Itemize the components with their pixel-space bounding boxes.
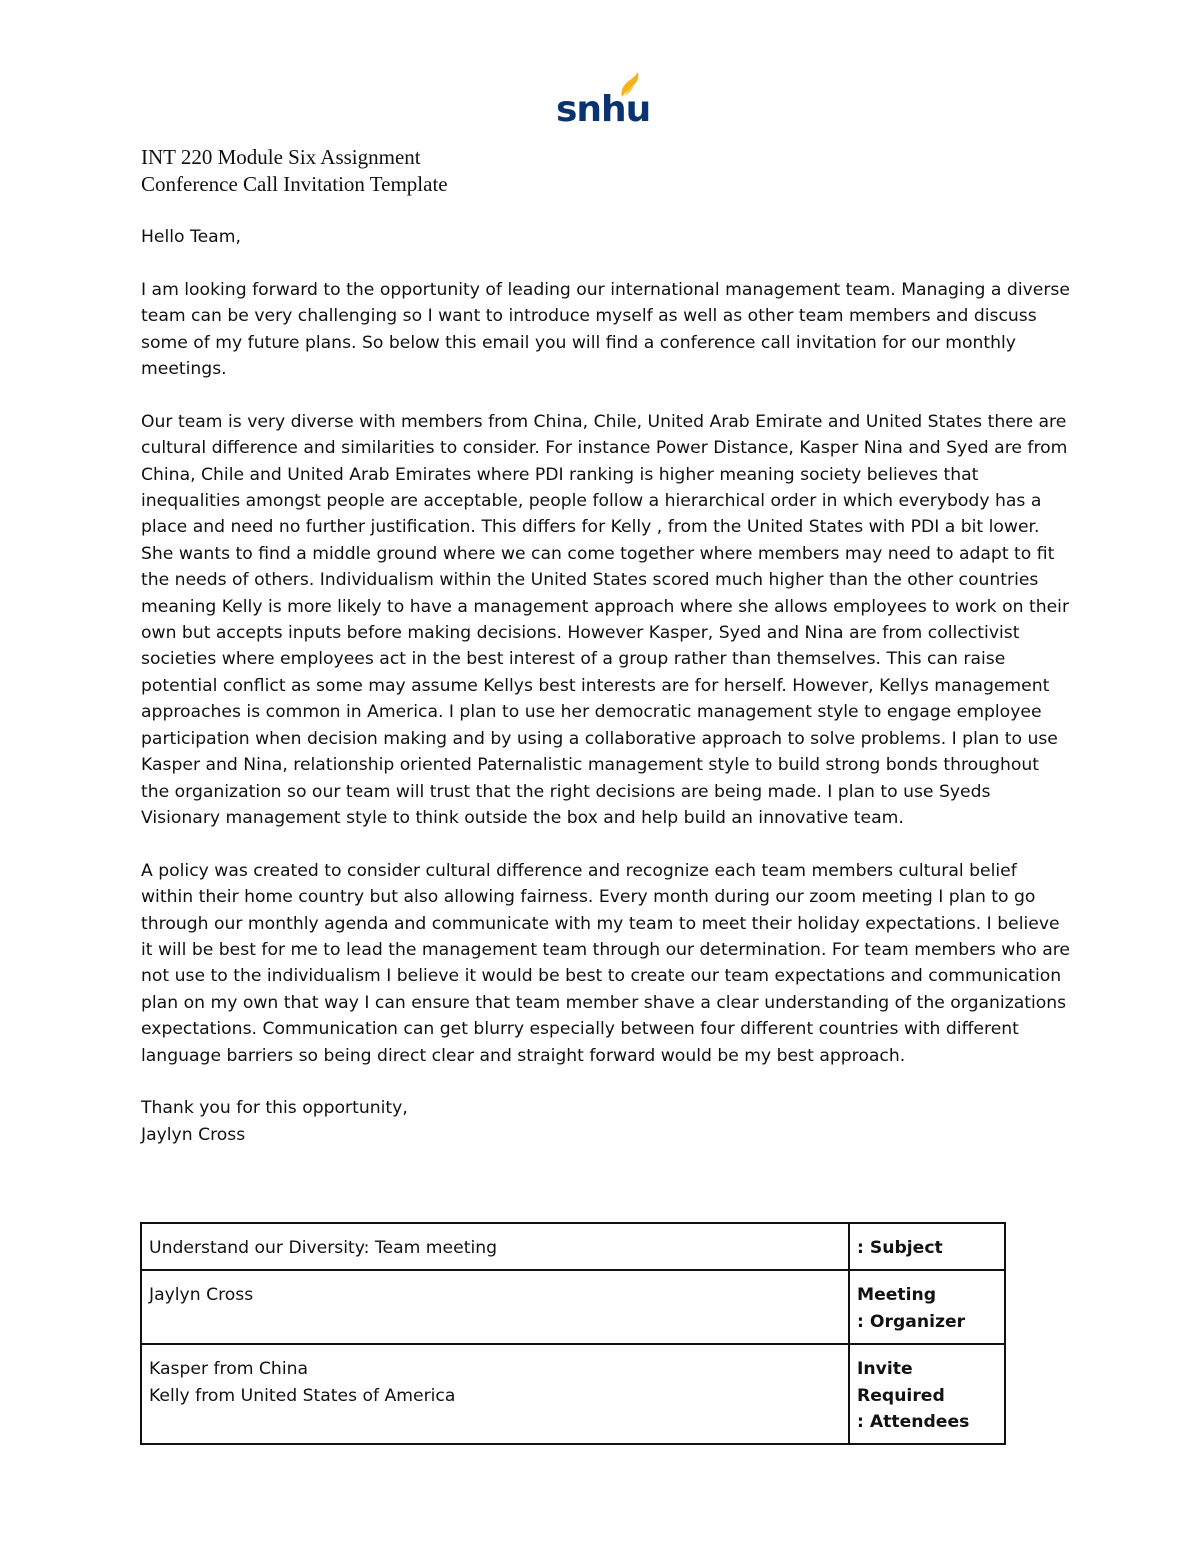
course-title: INT 220 Module Six Assignment (141, 145, 421, 169)
diversity-paragraph: Our team is very diverse with members from China, Chile, United Arab Emirate and United States there are cultural difference and similarities to consider. For instance Power Distance, Kasper Nina and Syed are from China, Chile and United Arab Emirates where PDI ranking is higher meaning society believes that inequalities amongst people are acceptable, people follow a hierarchical order in which everybody has a place and need no further justification. This differs for Kelly , from the United States with PDI a bit lower. She wants to find a middle ground where we can come together where members may need to adapt to fit the needs of others. Individualism within the United States scored much higher than the other countries meaning Kelly is more likely to have a management approach where she allows employees to work on their own but accepts inputs before making decisions. However Kasper, Syed and Nina are from collectivist societies where employees act in the best interest of a group rather than themselves. This can raise potential conflict as some may assume Kellys best interests are for herself. However, Kellys management approaches is common in America. I plan to use her democratic management style to engage employee participation when decision making and by using a collaborative approach to solve problems. I plan to use Kasper and Nina, relationship oriented Paternalistic management style to build strong bonds throughout the organization so our team will trust that the right decisions are being made. I plan to use Syeds Visionary management style to think outside the box and help build an innovative team. (141, 411, 1070, 828)
closing-line: Thank you for this opportunity, (141, 1098, 408, 1119)
document-header (141, 144, 448, 198)
organizer-value-cell (141, 1270, 849, 1344)
document-title: Conference Call Invitation Template (141, 172, 448, 196)
snhu-logo (556, 72, 651, 134)
table-row (141, 1270, 1005, 1344)
subject-value: Understand our Diversity: Team meeting (149, 1238, 498, 1258)
policy-paragraph: A policy was created to consider cultural difference and recognize each team members cultural belief within their home country but also allowing fairness. Every month during our zoom meeting I plan to go through our monthly agenda and communicate with my team to meet their holiday expectations. I believe it will be best for me to lead the management team through our determination. For team members who are not use to the individualism I believe it would be best to create our team expectations and communication plan on my own that way I can ensure that team member shave a clear understanding of the organizations expectations. Communication can get blurry especially between four different countries with different language barriers so being direct clear and straight forward would be my best approach. (141, 860, 1070, 1066)
table-row (141, 1223, 1005, 1270)
subject-label: : Subject (857, 1238, 943, 1258)
signature: Jaylyn Cross (141, 1124, 246, 1145)
attendee-2: Kelly from United States of America (149, 1385, 456, 1406)
invitation-table (140, 1222, 1006, 1445)
organizer-label-line2: : Organizer (857, 1311, 966, 1332)
subject-value-cell (141, 1223, 849, 1270)
attendees-value-cell (141, 1344, 849, 1444)
greeting: Hello Team, (141, 227, 241, 247)
attendees-label-line2: : Attendees (857, 1412, 970, 1433)
organizer-label-cell (849, 1270, 1005, 1344)
logo-text: snhu (556, 89, 651, 130)
letter-body (141, 224, 1071, 1148)
table-row (141, 1344, 1005, 1444)
flame-icon (618, 72, 640, 98)
attendees-label-line1: Invite Required (857, 1359, 945, 1406)
organizer-label-line1: Meeting (857, 1285, 937, 1306)
attendee-1: Kasper from China (149, 1359, 309, 1380)
intro-paragraph: I am looking forward to the opportunity of leading our international management team. Managing a diverse team can be very challenging so I want to introduce myself as well as other team members and discuss some of my future plans. So below this email you will find a conference call invitation for our monthly meetings. (141, 279, 1070, 380)
organizer-value: Jaylyn Cross (149, 1285, 254, 1306)
attendees-label-cell (849, 1344, 1005, 1444)
subject-label-cell (849, 1223, 1005, 1270)
